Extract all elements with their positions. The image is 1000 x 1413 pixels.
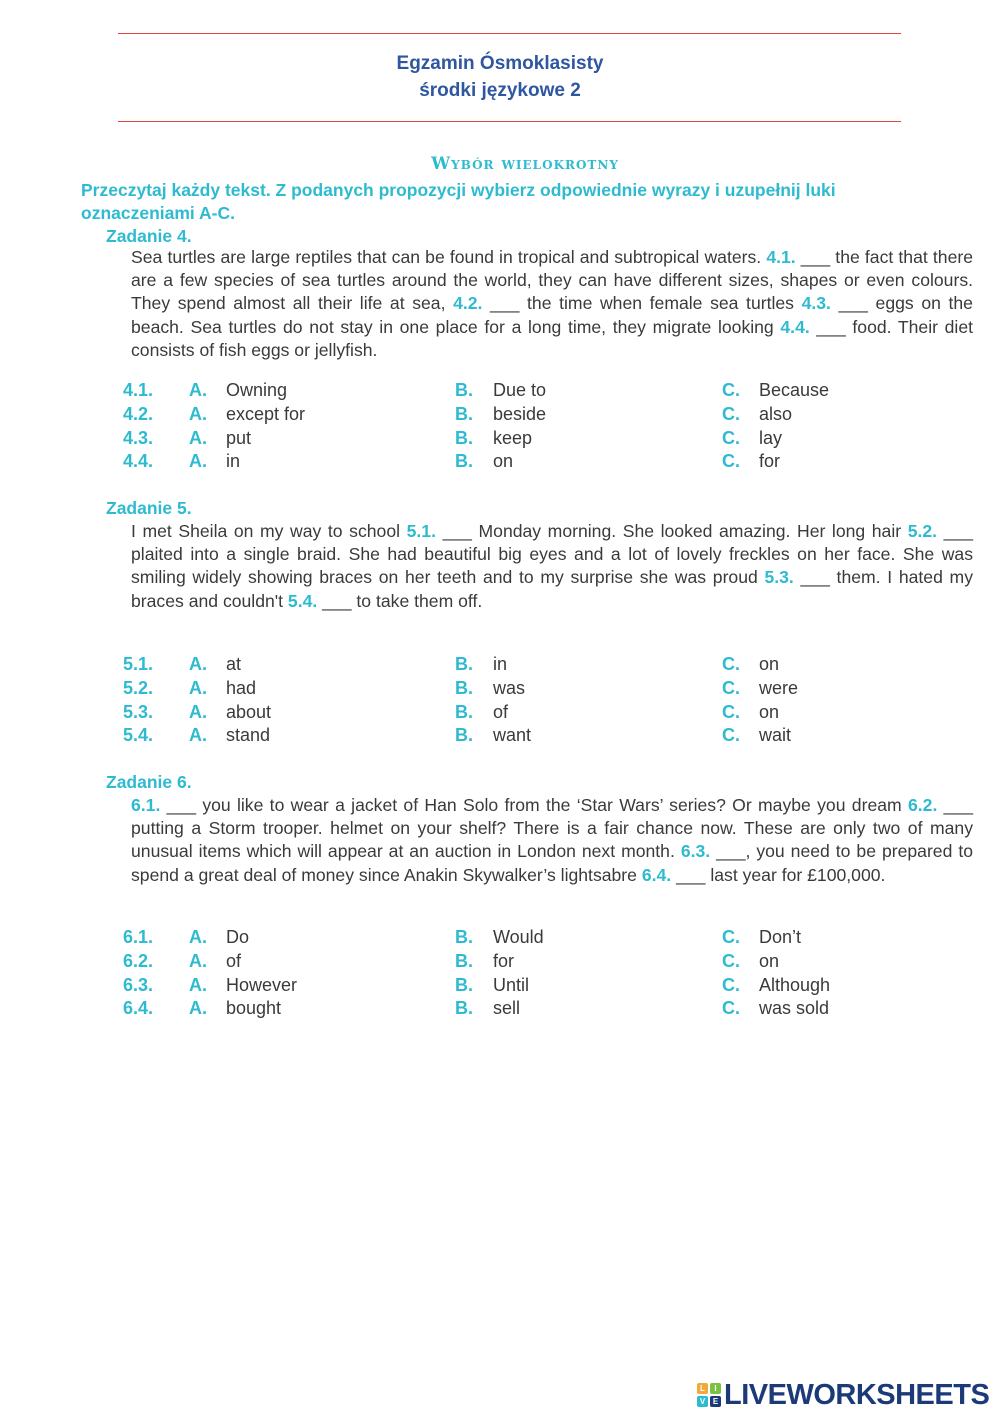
option-letter-a: A. [189,427,207,448]
option-letter-c: C. [722,701,740,722]
text-segment: ___ putting a Storm trooper. helmet on your shelf? There is a fair chance now. These are only two of many unusual items which will appear at an auction in London next month. [131,795,973,862]
option-letter-a: A. [189,403,207,424]
option-letter-b: B. [455,677,473,698]
option-letter-c: C. [722,654,740,674]
option-c[interactable]: for [759,451,781,472]
text-segment: I met Sheila on my way to school [131,521,407,541]
option-letter-a: A. [189,701,207,722]
option-letter-a: A. [189,451,207,472]
option-letter-b: B. [455,451,473,472]
task-4-title: Zadanie 4. [106,226,192,246]
text-segment: ___ to take them off. [317,590,483,611]
worksheet-title: Egzamin Ósmoklasisty [396,53,604,74]
instruction: Przeczytaj każdy tekst. Z podanych propozycji wybierz odpowiednie wyrazy i uzupełnij luki oznaczeniami A-C. [81,180,836,223]
worksheet-subtitle: środki językowe 2 [419,80,581,101]
option-number: 6.4. [123,998,154,1019]
option-letter-c: C. [722,950,740,971]
text-segment: ___ you like to wear a jacket of Han Solo from the ‘Star Wars’ series? Or maybe you dream [160,795,908,815]
task-6-title: Zadanie 6. [106,772,192,792]
option-row [0,404,1000,428]
option-b[interactable]: keep [493,427,533,448]
gap-number: 5.3. [764,567,794,588]
option-a[interactable]: about [226,701,272,722]
option-row [0,451,1000,475]
option-number: 4.2. [123,403,154,424]
option-number: 6.3. [123,974,154,995]
option-a[interactable]: except for [226,403,306,424]
gap-number: 5.2. [907,521,938,541]
gap-number: 4.3. [801,293,831,314]
option-c[interactable]: Although [759,974,831,995]
option-b[interactable]: Would [493,927,544,947]
gap-number: 6.2. [907,795,938,815]
logo-text: LIVEWORKSHEETS [724,1378,990,1411]
option-a[interactable]: in [226,451,241,472]
text-segment: ___ last year for £100,000. [671,864,886,885]
option-a[interactable]: Owning [226,380,288,400]
option-c[interactable]: also [759,403,793,424]
text-segment: ___, you need to be prepared to spend a great deal of money since Anakin Skywalker’s lightsabre [131,841,974,885]
liveworksheets-logo-icon [697,1383,721,1407]
option-number: 5.2. [123,677,154,698]
gap-number: 6.3. [680,841,711,862]
option-letter-a: A. [189,380,207,400]
option-letter-b: B. [455,380,473,400]
logo-tile-e: E [710,1396,721,1407]
option-letter-a: A. [189,927,207,947]
option-letter-b: B. [455,654,473,674]
option-b[interactable]: Due to [493,380,547,400]
option-letter-c: C. [722,927,740,947]
option-c[interactable]: lay [759,427,783,448]
option-a[interactable]: However [226,974,298,995]
option-number: 5.4. [123,725,154,746]
task-5-title: Zadanie 5. [106,498,192,518]
option-letter-c: C. [722,380,740,400]
option-row [0,678,1000,702]
text-segment: ___ food. Their diet consists of fish eggs or jellyfish. [131,316,974,360]
option-row [0,951,1000,975]
gap-number: 6.1. [131,795,161,815]
option-letter-c: C. [722,451,740,472]
option-letter-c: C. [722,403,740,424]
option-a[interactable]: Do [226,927,250,947]
text-segment: Sea turtles are large reptiles that can be found in tropical and subtropical waters. [131,247,767,267]
option-b[interactable]: was [493,677,526,698]
option-letter-a: A. [189,677,207,698]
option-b[interactable]: Until [493,974,530,995]
task-6-text [131,794,973,887]
text-segment: ___ the fact that there are a few species of sea turtles around the world, they can have different sizes, shapes or even colours. They spend almost all their life at sea, [131,247,973,314]
option-c[interactable]: wait [759,725,792,746]
option-letter-c: C. [722,725,740,746]
option-b[interactable]: of [493,701,509,722]
text-segment: ___ them. I hated my braces and couldn't [131,567,973,611]
task-5-text [131,520,973,613]
text-segment: ___ plaited into a single braid. She had beautiful big eyes and a lot of lovely freckles on her face. She was smiling widely showing braces on her teeth and to my surprise she was proud [131,521,973,588]
gap-number: 4.2. [453,293,483,314]
option-letter-b: B. [455,927,473,947]
text-segment: ___ Monday morning. She looked amazing. Her long hair [435,521,908,541]
gap-number: 5.4. [287,590,318,611]
task-5-options [0,654,1000,749]
option-letter-a: A. [189,950,207,971]
option-letter-b: B. [455,998,473,1019]
option-b[interactable]: beside [493,403,547,424]
option-c[interactable]: on [759,701,780,722]
option-number: 5.3. [123,701,154,722]
option-letter-c: C. [722,974,740,995]
option-c[interactable]: Because [759,380,830,400]
option-number: 4.1. [123,380,154,400]
option-letter-a: A. [189,725,207,746]
option-letter-c: C. [722,427,740,448]
option-row [0,702,1000,726]
gap-number: 5.1. [406,521,436,541]
option-b[interactable]: want [493,725,532,746]
text-segment: ___ eggs on the beach. Sea turtles do not stay in one place for a long time, they migrate looking [131,293,973,337]
option-letter-a: A. [189,654,207,674]
option-row [0,428,1000,452]
option-row [0,654,1000,678]
option-row [0,927,1000,951]
option-a[interactable]: bought [226,998,282,1019]
option-letter-a: A. [189,974,207,995]
task-4-options [0,380,1000,475]
option-a[interactable]: at [226,654,242,674]
gap-number: 4.1. [766,247,796,267]
option-b[interactable]: sell [493,998,521,1019]
option-number: 4.3. [123,427,154,448]
option-a[interactable]: put [226,427,252,448]
option-b[interactable]: on [493,451,514,472]
option-a[interactable]: had [226,677,257,698]
option-letter-b: B. [455,403,473,424]
option-c[interactable]: Don’t [759,927,802,947]
section-title: Wybór wielokrotny [431,154,619,174]
liveworksheets-logo[interactable] [697,1378,989,1412]
option-letter-b: B. [455,950,473,971]
option-number: 6.1. [123,927,154,947]
top-divider [118,33,901,34]
option-c[interactable]: was sold [759,998,830,1019]
option-b[interactable]: for [493,950,515,971]
option-c[interactable]: on [759,654,780,674]
option-letter-b: B. [455,974,473,995]
option-a[interactable]: of [226,950,242,971]
gap-number: 4.4. [780,316,810,337]
logo-tile-l: L [697,1383,708,1394]
option-letter-b: B. [455,427,473,448]
task-4-text [131,246,973,362]
option-a[interactable]: stand [226,725,271,746]
option-number: 6.2. [123,950,154,971]
option-letter-c: C. [722,998,740,1019]
option-row [0,975,1000,999]
gap-number: 6.4. [641,864,672,885]
logo-tile-i: I [710,1383,721,1394]
option-c[interactable]: on [759,950,780,971]
option-letter-b: B. [455,701,473,722]
option-number: 4.4. [123,451,154,472]
option-letter-a: A. [189,998,207,1019]
option-row [0,725,1000,749]
text-segment: ___ the time when female sea turtles [482,293,802,314]
option-b[interactable]: in [493,654,508,674]
option-number: 5.1. [123,654,154,674]
logo-tile-v: V [697,1396,708,1407]
option-letter-c: C. [722,677,740,698]
task-6-options [0,927,1000,1022]
option-letter-b: B. [455,725,473,746]
option-row [0,998,1000,1022]
bottom-divider [118,121,901,122]
option-row [0,380,1000,404]
option-c[interactable]: were [759,677,799,698]
